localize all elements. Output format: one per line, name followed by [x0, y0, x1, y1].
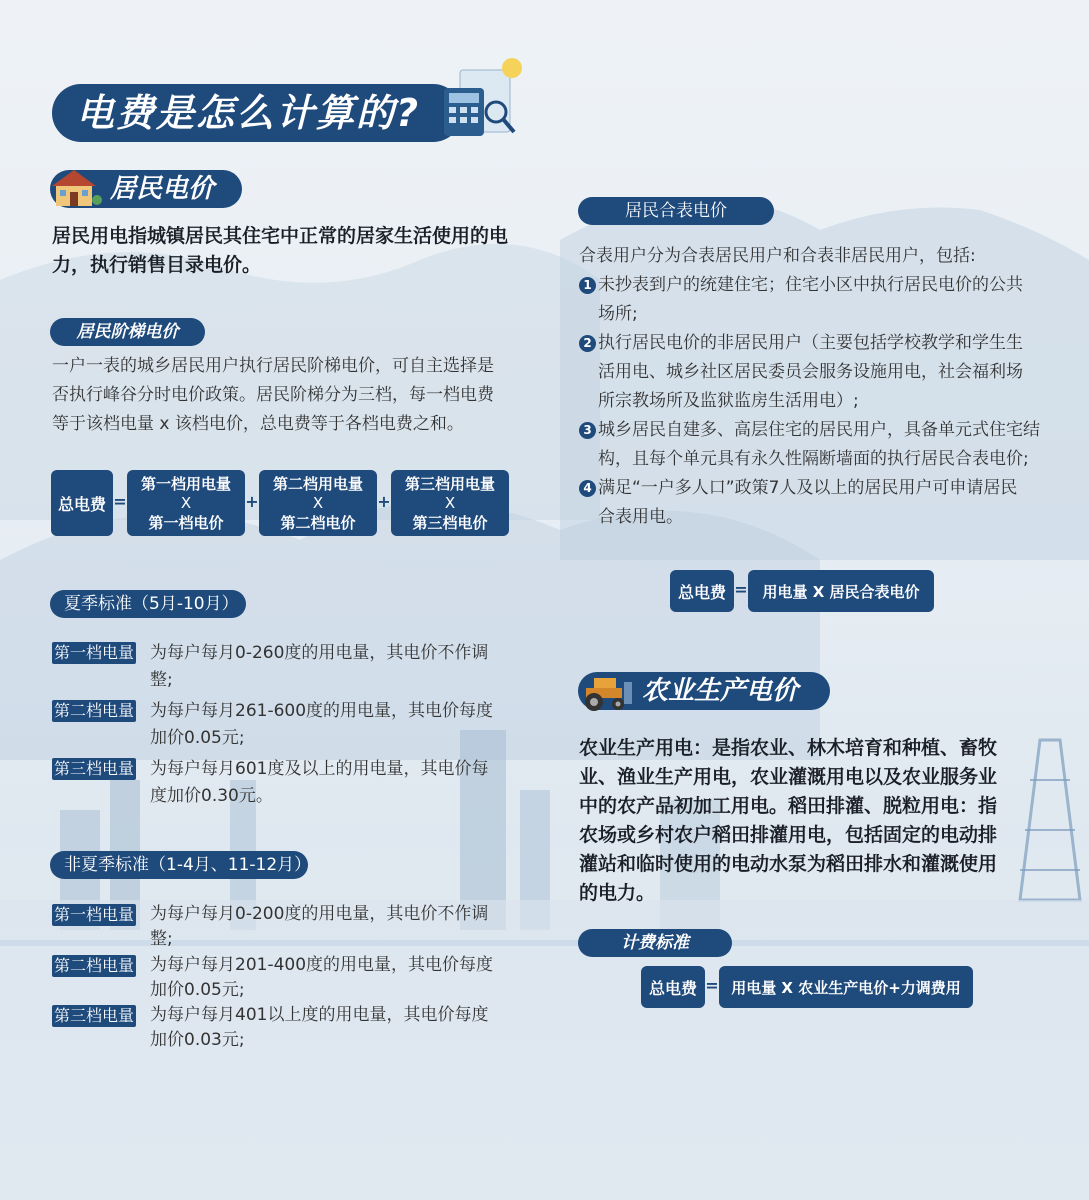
tier-text	[150, 698, 493, 752]
text-line: 整;	[150, 670, 173, 690]
tier-text	[150, 756, 488, 810]
tractor-icon	[580, 668, 638, 714]
formula-total-box: 总电费	[51, 470, 113, 536]
section-title-residential	[50, 170, 242, 208]
combined-total-box: 总电费	[670, 570, 734, 612]
text-line: 中的农产品初加工用电。稻田排灌、脱粒用电：指	[579, 795, 998, 817]
text-line: 为每户每月261-600度的用电量，其电价每度	[150, 701, 494, 721]
nonsummer-tier-1	[52, 902, 522, 952]
text-line: 整;	[150, 929, 173, 949]
text-line: 加价0.05元;	[150, 980, 245, 1000]
equals-sign: =	[113, 492, 127, 511]
tier-text	[150, 902, 488, 952]
tier-tag: 第一档电量	[54, 643, 135, 662]
text-line: 执行居民电价的非居民用户（主要包括学校教学和学生生	[598, 333, 1023, 353]
times-sign: X	[444, 494, 456, 512]
nonsummer-tier-3	[52, 1003, 522, 1053]
summer-tier-3	[52, 756, 522, 810]
text-line: 未抄表到户的统建住宅；住宅小区中执行居民电价的公共	[598, 275, 1023, 295]
summer-standard-label: 夏季标准（5月-10月）	[50, 590, 246, 618]
term-price: 第一档电价	[148, 514, 224, 532]
text-line: 合表用电。	[598, 507, 683, 527]
text-line: 满足“一户多人口”政策7人及以上的居民用户可申请居民	[598, 478, 1018, 498]
times-sign: X	[180, 494, 192, 512]
tier-tag: 第三档电量	[54, 1006, 135, 1025]
combined-list	[579, 271, 1049, 532]
residential-intro: 居民用电指城镇居民其住宅中正常的居家生活使用的电力，执行销售目录电价。	[52, 225, 509, 276]
text-line: 场所;	[598, 304, 638, 324]
combined-meter-label: 居民合表电价	[578, 197, 774, 225]
nonsummer-standard-label: 非夏季标准（1-4月、11-12月）	[50, 851, 308, 879]
text-line: 所宗教场所及监狱监房生活用电）;	[598, 391, 859, 411]
text-line: 为每户每月601度及以上的用电量，其电价每	[150, 759, 489, 779]
text-line: 活用电、城乡社区居民委员会服务设施用电，社会福利场	[598, 362, 1023, 382]
page-title: 电费是怎么计算的?	[52, 84, 462, 142]
tiered-pricing-label: 居民阶梯电价	[50, 318, 205, 346]
term-price: 第二档电价	[280, 514, 356, 532]
text-line: 加价0.05元;	[150, 728, 245, 748]
term-qty: 第二档用电量	[272, 475, 363, 493]
text-line: 城乡居民自建多、高层住宅的居民用户，具备单元式住宅结	[598, 420, 1040, 440]
list-item	[579, 329, 1049, 416]
equals-sign: =	[734, 580, 748, 599]
text-line: 为每户每月201-400度的用电量，其电价每度	[150, 955, 494, 975]
summer-tier-1	[52, 640, 522, 694]
formula-term-3	[391, 470, 509, 536]
list-item	[579, 416, 1049, 474]
tier-text	[150, 640, 488, 694]
equals-sign: =	[705, 976, 719, 995]
combined-formula-box: 用电量 X 居民合表电价	[748, 570, 934, 612]
term-qty: 第三档用电量	[404, 475, 495, 493]
text-line: 等于该档电量 x 该档电价，总电费等于各档电费之和。	[52, 414, 464, 434]
house-icon	[52, 166, 102, 210]
formula-term-1	[127, 470, 245, 536]
term-qty: 第一档用电量	[140, 475, 231, 493]
plus-sign: +	[377, 492, 391, 511]
text-line: 业、渔业生产用电，农业灌溉用电以及农业服务业	[579, 766, 998, 788]
formula-term-2	[259, 470, 377, 536]
section-heading: 农业生产电价	[642, 676, 799, 706]
text-line: 农业生产用电：是指农业、林木培育和种植、畜牧	[579, 737, 998, 759]
list-item	[579, 474, 1049, 532]
agriculture-formula-box: 用电量 X 农业生产电价+力调费用	[719, 966, 973, 1008]
text-line: 构，且每个单元具有永久性隔断墙面的执行居民合表电价;	[598, 449, 1029, 469]
combined-intro: 合表用户分为合表居民用户和合表非居民用户，包括:	[579, 246, 976, 266]
list-item	[579, 271, 1049, 329]
tier-tag: 第二档电量	[54, 956, 135, 975]
text-line: 为每户每月401以上度的用电量，其电价每度	[150, 1005, 489, 1025]
number-badge: 4	[579, 480, 596, 497]
text-line: 灌站和临时使用的电动水泵为稻田排水和灌溉使用	[579, 853, 998, 875]
text-line: 度加价0.30元。	[150, 786, 273, 806]
agriculture-description	[579, 734, 1049, 908]
text-line: 加价0.03元;	[150, 1030, 245, 1050]
plus-sign: +	[245, 492, 259, 511]
text-line: 农场或乡村农户稻田排灌用电，包括固定的电动排	[579, 824, 998, 846]
nonsummer-tier-2	[52, 953, 522, 1003]
tier-text	[150, 953, 493, 1003]
term-price: 第三档电价	[412, 514, 488, 532]
number-badge: 1	[579, 277, 596, 294]
tier-tag: 第三档电量	[54, 759, 135, 778]
summer-tier-2	[52, 698, 522, 752]
text-line: 为每户每月0-260度的用电量，其电价不作调	[150, 643, 489, 663]
agriculture-total-box: 总电费	[641, 966, 705, 1008]
tier-text	[150, 1003, 488, 1053]
calculator-icon	[440, 50, 530, 145]
section-title-agriculture	[578, 672, 830, 710]
tiered-description	[52, 352, 522, 439]
tier-tag: 第一档电量	[54, 905, 135, 924]
text-line: 一户一表的城乡居民用户执行居民阶梯电价，可自主选择是	[52, 356, 494, 376]
number-badge: 2	[579, 335, 596, 352]
tier-tag: 第二档电量	[54, 701, 135, 720]
text-line: 否执行峰谷分时电价政策。居民阶梯分为三档，每一档电费	[52, 385, 494, 405]
text-line: 的电力。	[579, 882, 656, 904]
number-badge: 3	[579, 422, 596, 439]
billing-standard-label: 计费标准	[578, 929, 732, 957]
section-heading: 居民电价	[110, 174, 215, 204]
times-sign: X	[312, 494, 324, 512]
text-line: 为每户每月0-200度的用电量，其电价不作调	[150, 904, 489, 924]
